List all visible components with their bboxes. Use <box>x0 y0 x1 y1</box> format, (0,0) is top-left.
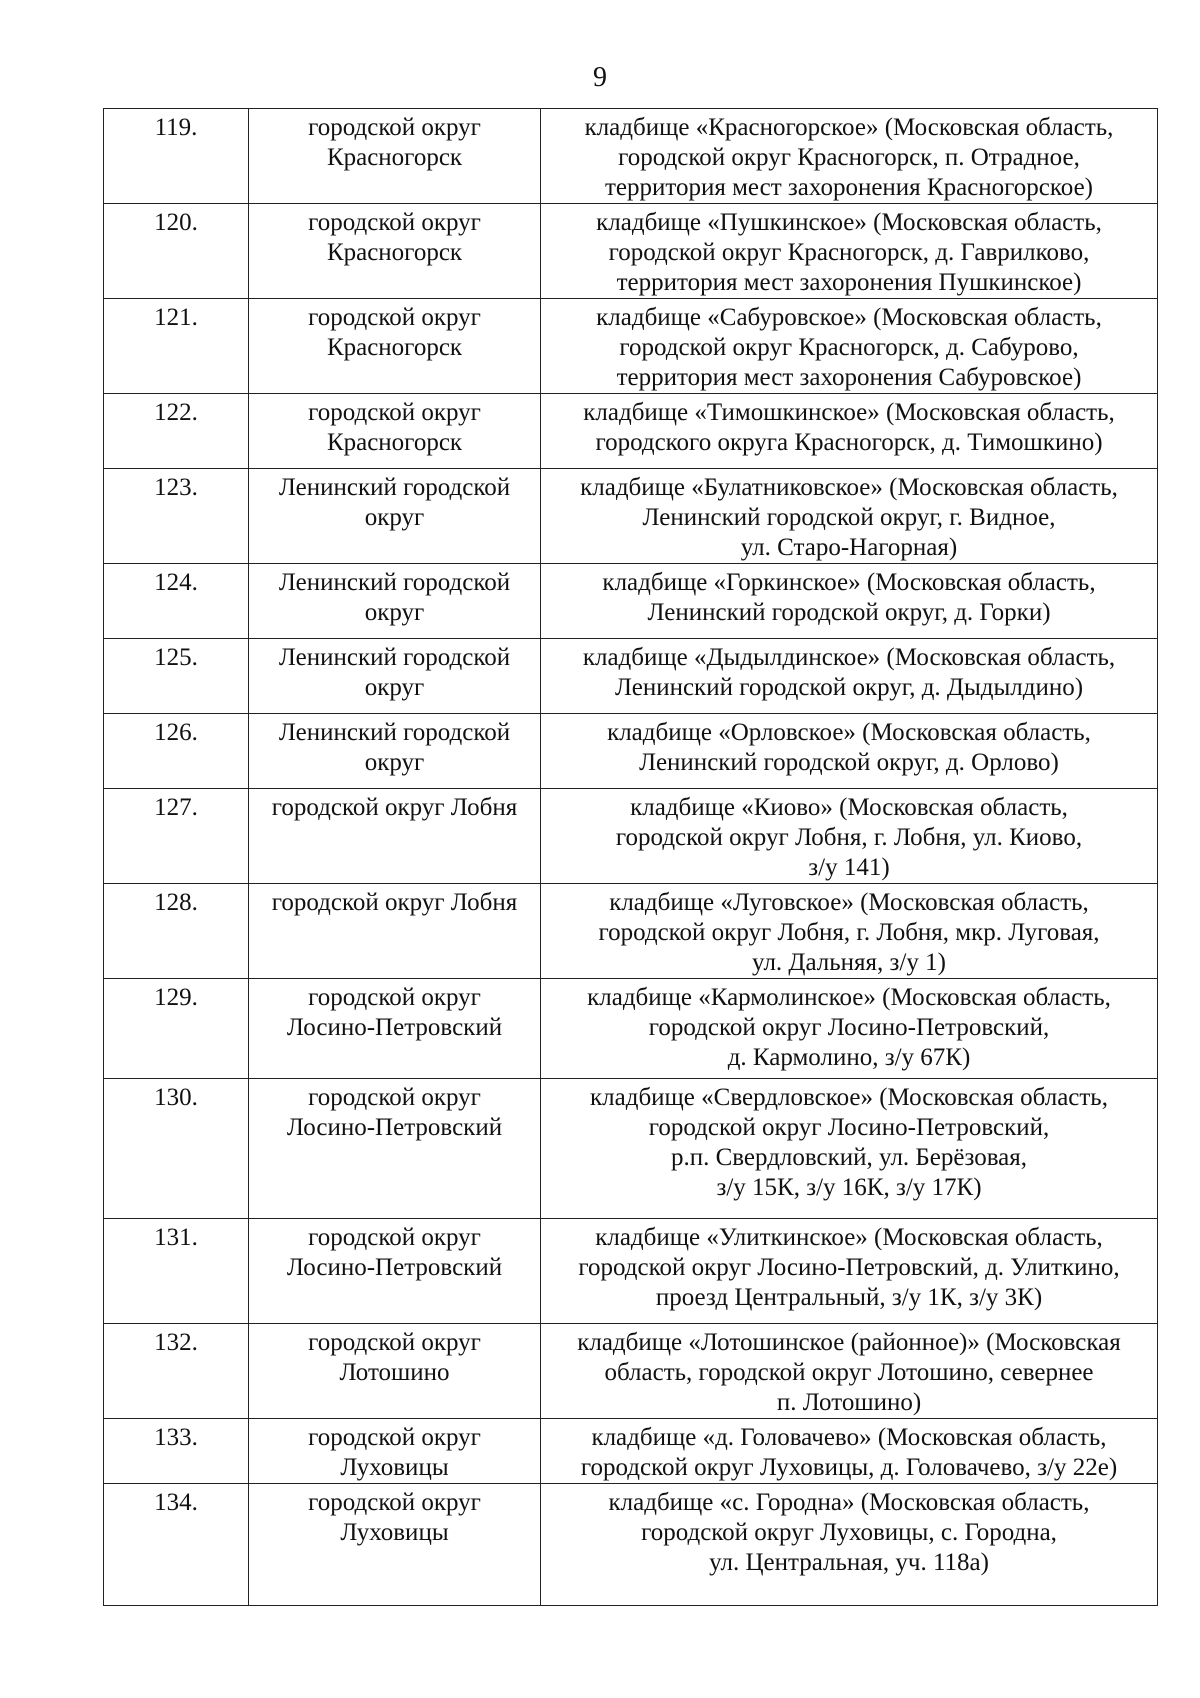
description-line: з/у 15К, з/у 16К, з/у 17К) <box>716 1174 982 1201</box>
cemetery-description-cell <box>541 469 1158 564</box>
cemetery-description-cell <box>541 884 1158 979</box>
cemetery-description-cell <box>541 204 1158 299</box>
description-line: кладбище «Пушкинское» (Московская область, <box>596 209 1102 236</box>
municipality-line: городской округ <box>308 1224 481 1251</box>
cemetery-description-cell <box>541 109 1158 204</box>
description-line: Ленинский городской округ, г. Видное, <box>642 504 1056 531</box>
municipality-line: Ленинский городской <box>278 569 511 596</box>
cemetery-description-cell <box>541 1484 1158 1606</box>
description-line: ул. Центральная, уч. 118а) <box>709 1549 989 1576</box>
row-number: 120. <box>104 204 249 299</box>
row-number: 119. <box>104 109 249 204</box>
description-line: городской округ Лобня, г. Лобня, мкр. Луговая, <box>598 919 1100 946</box>
municipality-cell <box>249 884 541 979</box>
cemetery-description-cell <box>541 394 1158 469</box>
table-row <box>104 109 1158 204</box>
table-row <box>104 394 1158 469</box>
municipality-cell <box>249 979 541 1079</box>
municipality-cell <box>249 1079 541 1219</box>
municipality-line: округ <box>364 599 425 626</box>
table-row <box>104 789 1158 884</box>
municipality-line: Красногорск <box>326 239 463 266</box>
description-line: п. Лотошино) <box>776 1389 922 1416</box>
municipality-line: городской округ <box>308 1424 481 1451</box>
municipality-cell <box>249 639 541 714</box>
description-line: городской округ Красногорск, д. Гаврилково, <box>608 239 1090 266</box>
description-line: кладбище «Свердловское» (Московская область, <box>590 1084 1108 1111</box>
description-line: кладбище «Дыдылдинское» (Московская область, <box>582 644 1116 671</box>
row-number: 133. <box>104 1419 249 1484</box>
table-row <box>104 564 1158 639</box>
description-line: городской округ Лосино-Петровский, <box>648 1114 1050 1141</box>
municipality-line: городской округ <box>308 1329 481 1356</box>
description-line: кладбище «Сабуровское» (Московская область, <box>596 304 1102 331</box>
table-row <box>104 1079 1158 1219</box>
description-line: городской округ Лобня, г. Лобня, ул. Киово, <box>615 824 1083 851</box>
row-number: 128. <box>104 884 249 979</box>
cemetery-description-cell <box>541 564 1158 639</box>
municipality-line: округ <box>364 504 425 531</box>
row-number: 127. <box>104 789 249 884</box>
table-row <box>104 299 1158 394</box>
municipality-line: Луховицы <box>340 1454 449 1481</box>
municipality-line: округ <box>364 749 425 776</box>
municipality-line: городской округ <box>308 304 481 331</box>
table-row <box>104 1219 1158 1324</box>
description-line: городской округ Красногорск, д. Сабурово, <box>619 334 1079 361</box>
description-line: кладбище «Лотошинское (районное)» (Московская <box>577 1329 1121 1356</box>
table-row <box>104 469 1158 564</box>
row-number: 134. <box>104 1484 249 1606</box>
description-line: кладбище «Орловское» (Московская область, <box>607 719 1091 746</box>
row-number: 121. <box>104 299 249 394</box>
description-line: ул. Дальняя, з/у 1) <box>752 949 946 976</box>
description-line: городской округ Лосино-Петровский, д. Улиткино, <box>578 1254 1120 1281</box>
table-row <box>104 714 1158 789</box>
description-line: территория мест захоронения Красногорское) <box>604 174 1093 201</box>
description-line: городской округ Луховицы, с. Городна, <box>641 1519 1057 1546</box>
description-line: кладбище «Луговское» (Московская область, <box>609 889 1089 916</box>
table-row <box>104 1419 1158 1484</box>
cemetery-description-cell <box>541 639 1158 714</box>
cemetery-description-cell <box>541 1219 1158 1324</box>
municipality-line: Лотошино <box>339 1359 450 1386</box>
description-line: д. Кармолино, з/у 67К) <box>727 1044 971 1071</box>
description-line: кладбище «д. Головачево» (Московская область, <box>591 1424 1107 1451</box>
row-number: 130. <box>104 1079 249 1219</box>
municipality-line: Ленинский городской <box>278 719 511 746</box>
municipality-cell <box>249 299 541 394</box>
row-number: 129. <box>104 979 249 1079</box>
row-number: 123. <box>104 469 249 564</box>
municipality-line: Лосино-Петровский <box>286 1254 503 1281</box>
cemetery-description-cell <box>541 714 1158 789</box>
description-line: кладбище «Булатниковское» (Московская область, <box>580 474 1118 501</box>
table-row <box>104 1324 1158 1419</box>
municipality-line: Луховицы <box>340 1519 449 1546</box>
municipality-line: Ленинский городской <box>278 644 511 671</box>
description-line: территория мест захоронения Пушкинское) <box>616 269 1082 296</box>
description-line: городской округ Красногорск, п. Отрадное, <box>618 144 1080 171</box>
description-line: область, городской округ Лотошино, севернее <box>604 1359 1094 1386</box>
description-line: кладбище «Улиткинское» (Московская область, <box>595 1224 1103 1251</box>
municipality-line: городской округ <box>308 984 481 1011</box>
municipality-line: городской округ Лобня <box>271 794 518 821</box>
municipality-line: городской округ <box>308 209 481 236</box>
municipality-cell <box>249 394 541 469</box>
cemetery-register-table <box>103 108 1158 1606</box>
cemetery-description-cell <box>541 789 1158 884</box>
description-line: Ленинский городской округ, д. Орлово) <box>639 749 1059 776</box>
municipality-cell <box>249 789 541 884</box>
row-number: 126. <box>104 714 249 789</box>
cemetery-description-cell <box>541 299 1158 394</box>
description-line: Ленинский городской округ, д. Горки) <box>647 599 1051 626</box>
description-line: з/у 141) <box>808 854 890 881</box>
cemetery-description-cell <box>541 1324 1158 1419</box>
description-line: городского округа Красногорск, д. Тимошкино) <box>595 429 1103 456</box>
page-number: 9 <box>593 62 607 93</box>
description-line: ул. Старо-Нагорная) <box>740 534 958 561</box>
table-row <box>104 979 1158 1079</box>
description-line: кладбище «Горкинское» (Московская область, <box>602 569 1096 596</box>
municipality-line: округ <box>364 674 425 701</box>
cemetery-description-cell <box>541 1419 1158 1484</box>
municipality-cell <box>249 1484 541 1606</box>
description-line: р.п. Свердловский, ул. Берёзовая, <box>670 1144 1028 1171</box>
row-number: 132. <box>104 1324 249 1419</box>
cemetery-description-cell <box>541 1079 1158 1219</box>
municipality-cell <box>249 1324 541 1419</box>
municipality-line: Лосино-Петровский <box>286 1014 503 1041</box>
municipality-line: городской округ <box>308 1489 481 1516</box>
municipality-cell <box>249 1419 541 1484</box>
table-row <box>104 639 1158 714</box>
description-line: кладбище «Красногорское» (Московская область, <box>584 114 1114 141</box>
municipality-line: городской округ Лобня <box>271 889 518 916</box>
municipality-cell <box>249 714 541 789</box>
row-number: 131. <box>104 1219 249 1324</box>
municipality-cell <box>249 204 541 299</box>
municipality-cell <box>249 109 541 204</box>
municipality-line: городской округ <box>308 114 481 141</box>
municipality-line: городской округ <box>308 1084 481 1111</box>
municipality-line: Лосино-Петровский <box>286 1114 503 1141</box>
municipality-line: Ленинский городской <box>278 474 511 501</box>
municipality-cell <box>249 1219 541 1324</box>
table-row <box>104 204 1158 299</box>
description-line: территория мест захоронения Сабуровское) <box>616 364 1082 391</box>
description-line: Ленинский городской округ, д. Дыдылдино) <box>614 674 1084 701</box>
row-number: 122. <box>104 394 249 469</box>
description-line: городской округ Лосино-Петровский, <box>648 1014 1050 1041</box>
cemetery-description-cell <box>541 979 1158 1079</box>
municipality-line: Красногорск <box>326 144 463 171</box>
row-number: 124. <box>104 564 249 639</box>
municipality-cell <box>249 564 541 639</box>
description-line: кладбище «Кармолинское» (Московская область, <box>587 984 1111 1011</box>
description-line: проезд Центральный, з/у 1К, з/у 3К) <box>655 1284 1043 1311</box>
description-line: кладбище «Киово» (Московская область, <box>630 794 1068 821</box>
municipality-line: Красногорск <box>326 334 463 361</box>
row-number: 125. <box>104 639 249 714</box>
description-line: кладбище «с. Городна» (Московская область, <box>608 1489 1090 1516</box>
municipality-line: Красногорск <box>326 429 463 456</box>
description-line: городской округ Луховицы, д. Головачево, з/у 22е) <box>580 1454 1118 1481</box>
description-line: кладбище «Тимошкинское» (Московская область, <box>583 399 1115 426</box>
municipality-cell <box>249 469 541 564</box>
table-row <box>104 1484 1158 1606</box>
table-row <box>104 884 1158 979</box>
municipality-line: городской округ <box>308 399 481 426</box>
table-body <box>104 109 1158 1606</box>
